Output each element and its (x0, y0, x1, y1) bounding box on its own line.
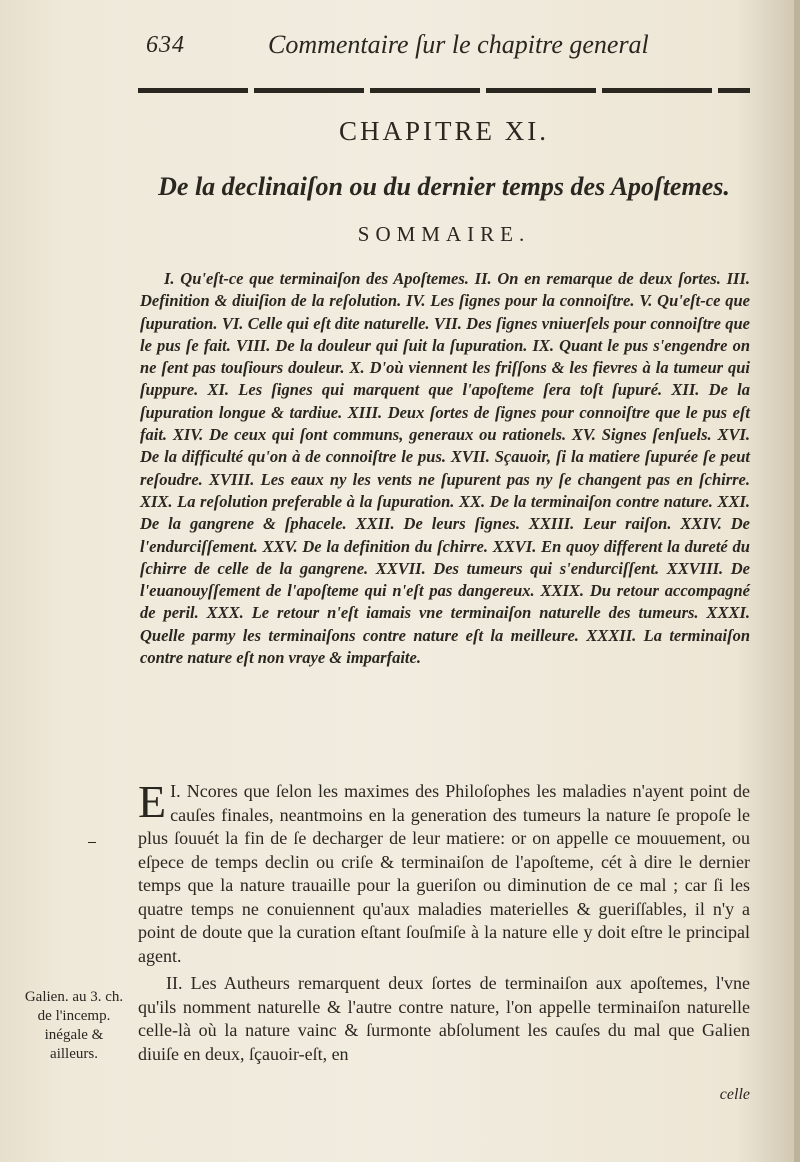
header-rule (138, 88, 750, 93)
catchword: celle (719, 1086, 750, 1103)
paragraph-number: I. (170, 781, 181, 801)
page-number: 634 (146, 32, 185, 58)
body-text (138, 776, 751, 1066)
paragraph-2-text: II. Les Autheurs remarquent deux ſortes de terminaiſon aux apoſtemes, l'vne qu'ils nomment naturelle & l'autre contre nature, l'on appelle terminaiſon naturelle celle-là où la nature vainc & ſurmonte abſolument les cauſes du mal que Galien diuiſe en deux, ſçauoir-eſt, en (138, 973, 750, 1064)
paragraph-2 (138, 972, 750, 1066)
chapter-heading: CHAPITRE XI. (339, 116, 549, 146)
summary-paragraph: I. Qu'eſt-ce que terminaiſon des Apoſtemes. II. On en remarque de deux ſortes. III. Definition & diuiſion de la reſolution. IV. Les ſignes pour la connoiſtre. V. Qu'eſt-ce que ſupuration. VI. Celle qui eſt dite naturelle. VII. Des ſignes vniuerſels pour connoiſtre que le pus ſe fait. VIII. De la douleur qui ſuit la ſupuration. IX. Quant le pus s'engendre on ne ſent pas touſiours douleur. X. D'où viennent les friſſons & les fievres à la tumeur qui ſuppure. XI. Les ſignes qui marquent que l'apoſteme ſera toſt ſupuré. XII. De la ſupuration longue & tardiue. XIII. Deux ſortes de ſignes pour connoiſtre que le pus eſt fait. XIV. De ceux qui ſont communs, generaux ou rationels. XV. Signes ſenſuels. XVI. De la difficulté qu'on à de connoiſtre le pus. XVII. Sçauoir, ſi la matiere ſupurée ſe peut reſoudre. XVIII. Les eaux ny les vents ne ſupurent pas ny ſe changent pas en ſchirre. XIX. La reſolution preferable à la ſupuration. XX. De la terminaiſon contre nature. XXI. De la gangrene & ſphacele. XXII. De leurs ſignes. XXIII. Leur raiſon. XXIV. De l'endurciſſement. XXV. De la definition du ſchirre. XXVI. En quoy different la dureté du ſchirre de celle de la gangrene. XXVII. Des tumeurs qui s'endurciſſent. XXVIII. De l'euanouyſſement de l'apoſteme qui n'eſt pas dangereux. XXIX. Du retour accompagné de peril. XXX. Le retour n'eſt iamais vne terminaiſon naturelle des tumeurs. XXXI. Quelle parmy les terminaiſons contre nature eſt la meilleure. XXXII. La terminaiſon contre nature eſt non vraye & imparfaite. (140, 269, 750, 668)
paragraph-1-text: Ncores que ſelon les maximes des Philoſophes les maladies n'ayent point de cauſes finales, neantmoins en la generation des tumeurs la nature ſe propoſe le plus ſouuét la fin de ſe decharger de leur matiere: or on appelle ce mouuement, ou eſpece de temps declin ou criſe & terminaiſon de l'apoſteme, cét à dire le dernier temps que la nature trauaille pour la gueriſon ou diminution de ce mal ; car ſi les quatre temps ne conuiennent qu'aux maladies materielles & gueriſſables, il n'y a point de doute que la curation eſtant ſouſmiſe à la nature elle y doit eſtre le principal agent. (138, 781, 751, 966)
page-edge (794, 0, 800, 1162)
margin-note: Galien. au 3. ch. de l'incemp. inégale & ailleurs. (24, 989, 124, 1062)
dropcap-letter: E (138, 776, 167, 827)
paragraph-1 (138, 776, 751, 968)
margin-mark (88, 842, 96, 843)
sommaire-label: SOMMAIRE. (357, 222, 531, 246)
chapter-subtitle: De la declinaiſon ou du dernier temps des Apoſtemes. (158, 172, 730, 201)
running-title: Commentaire ſur le chapitre general (268, 30, 649, 59)
